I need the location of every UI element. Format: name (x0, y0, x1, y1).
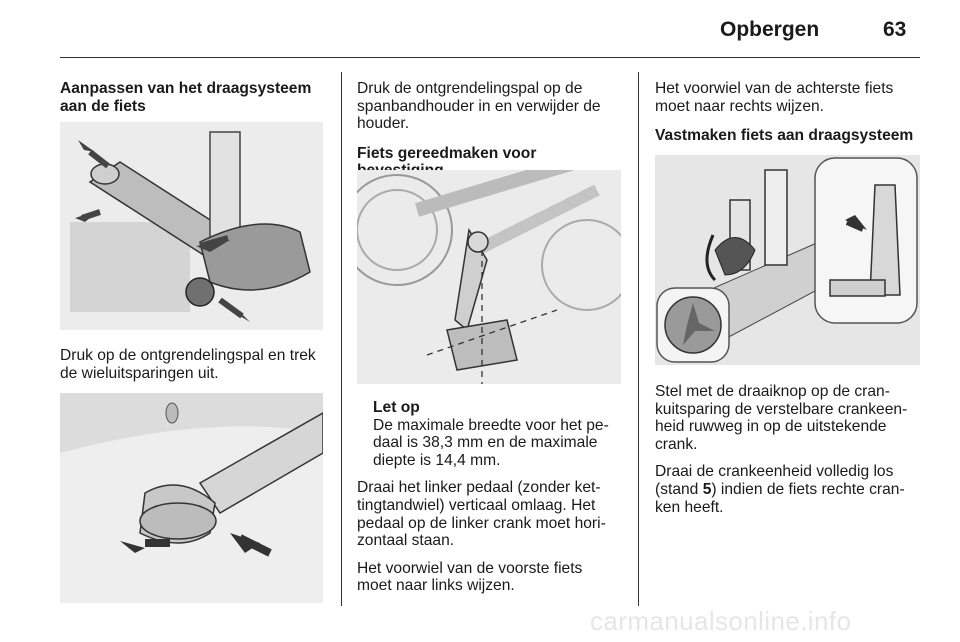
text-loosen-after: ) indien de fiets rechte cran-ken heeft. (655, 480, 905, 516)
note-title: Let op (373, 399, 420, 416)
column-3 (655, 80, 925, 155)
column-2-lower (357, 399, 627, 605)
paragraph-rear-wheel-right: Het voorwiel van de achterste fiets moet naar rechts wijzen. (655, 80, 894, 115)
illustration-release-lever (60, 122, 323, 330)
caption-release-lever: Druk op de ontgrendelingspal en trek de wieluitsparingen uit. (60, 347, 316, 382)
section-heading-adjust: Aanpassen van het draagsysteem aan de fiets (60, 80, 312, 115)
watermark: carmanualsonline.info (590, 606, 852, 636)
column-1 (60, 80, 330, 125)
column-divider-2 (638, 72, 639, 606)
paragraph-front-wheel-left: Het voorwiel van de voorste fiets moet naar links wijzen. (357, 559, 583, 595)
paragraph-pedal-down: Draai het linker pedaal (zonder ket-tingtandwiel) verticaal omlaag. Het pedaal op de linker crank moet hori-zontaal staan. (357, 479, 606, 550)
text-position-5: 5 (702, 480, 712, 498)
note-text: De maximale breedte voor het pe-daal is 38,3 mm en de maximale diepte is 14,4 mm. (373, 416, 609, 469)
paragraph-set-crank: Stel met de draaiknop op de cran-kuitsparing de verstelbare crankeen-heid ruwweg in op de uitstekende crank. (655, 383, 908, 453)
paragraph-loosen-crank (655, 463, 910, 516)
column-divider-1 (341, 72, 342, 606)
section-heading-prepare: Fiets gereedmaken voor (357, 144, 537, 162)
text-loosen-before: Draai de crankeenheid volledig los (stand (655, 463, 894, 498)
page-header-title: Opbergen (720, 18, 820, 41)
section-heading-attach: Vastmaken fiets aan draagsysteem (655, 127, 914, 145)
illustration-crank-unit (655, 155, 920, 365)
illustration-wheel-recess (60, 393, 323, 603)
header-divider (60, 57, 920, 58)
column-1-caption (60, 347, 330, 392)
illustration-pedal (357, 170, 621, 384)
page-number: 63 (883, 18, 907, 41)
note-box (373, 399, 627, 469)
column-3-lower (655, 383, 925, 526)
paragraph-remove-holder: Druk de ontgrendelingspal op de spanbandhouder in en verwijder de houder. (357, 80, 601, 133)
